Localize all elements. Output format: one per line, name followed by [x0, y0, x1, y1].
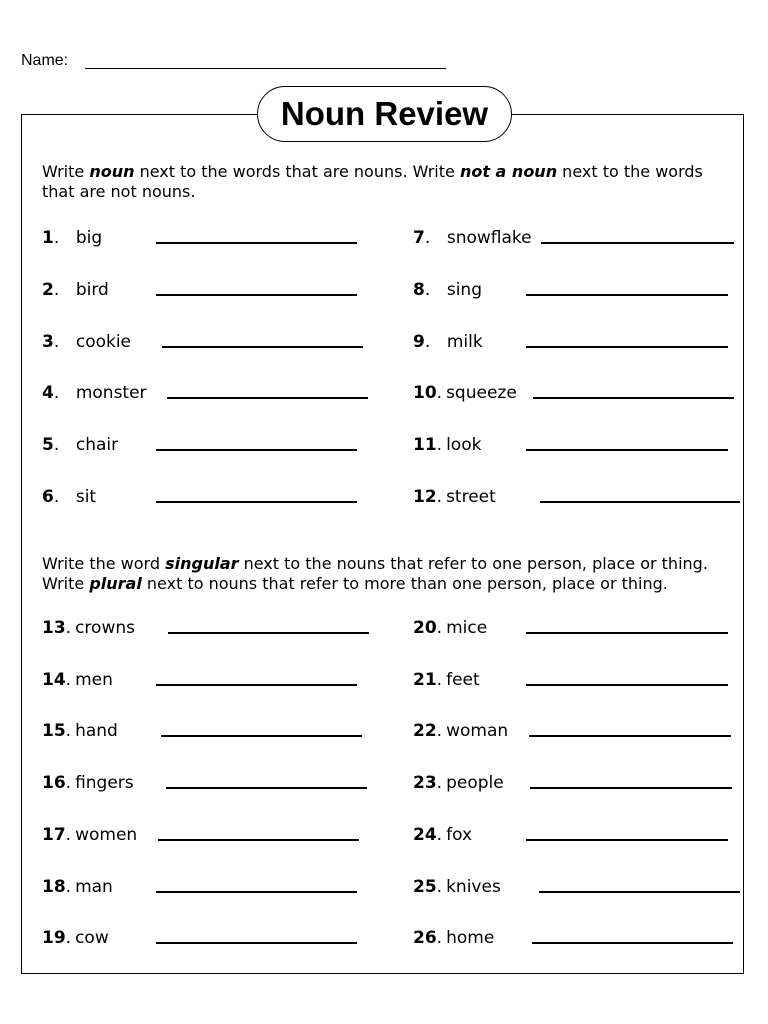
answer-blank-25[interactable]	[539, 891, 740, 893]
exercise-item-4: 4. monster	[42, 383, 147, 403]
exercise-item-8: 8. sing	[413, 280, 482, 300]
answer-blank-11[interactable]	[526, 449, 728, 451]
answer-blank-13[interactable]	[168, 632, 369, 634]
item-word: fox	[446, 825, 473, 845]
item-word: home	[446, 928, 495, 948]
item-number: 21	[413, 670, 437, 690]
exercise-item-21: 21. feet	[413, 670, 480, 690]
item-word: milk	[446, 332, 483, 352]
item-word: women	[75, 825, 138, 845]
item-number: 5	[42, 435, 54, 455]
item-word: hand	[75, 721, 118, 741]
item-number: 13	[42, 618, 66, 638]
exercise-item-1: 1. big	[42, 228, 103, 248]
item-number: 26	[413, 928, 437, 948]
answer-blank-26[interactable]	[532, 942, 733, 944]
item-word: squeeze	[446, 383, 517, 403]
answer-blank-7[interactable]	[541, 242, 734, 244]
answer-blank-2[interactable]	[156, 294, 357, 296]
answer-blank-20[interactable]	[526, 632, 728, 634]
item-word: people	[446, 773, 504, 793]
answer-blank-6[interactable]	[156, 501, 357, 503]
exercise-item-10: 10. squeeze	[413, 383, 517, 403]
exercise-item-3: 3. cookie	[42, 332, 132, 352]
item-word: bird	[75, 280, 109, 300]
exercise-item-24: 24. fox	[413, 825, 473, 845]
item-number: 7	[413, 228, 425, 248]
exercise-item-25: 25. knives	[413, 877, 501, 897]
exercise-item-17: 17. women	[42, 825, 138, 845]
item-word: fingers	[75, 773, 134, 793]
item-number: 6	[42, 487, 54, 507]
page-title: Noun Review	[257, 86, 512, 142]
item-number: 23	[413, 773, 437, 793]
answer-blank-3[interactable]	[162, 346, 363, 348]
item-word: snowflake	[446, 228, 532, 248]
answer-blank-18[interactable]	[156, 891, 357, 893]
item-number: 9	[413, 332, 425, 352]
item-number: 15	[42, 721, 66, 741]
item-word: chair	[75, 435, 119, 455]
answer-blank-15[interactable]	[161, 735, 362, 737]
item-number: 10	[413, 383, 437, 403]
item-number: 3	[42, 332, 54, 352]
item-word: sing	[446, 280, 482, 300]
exercise-item-7: 7. snowflake	[413, 228, 532, 248]
item-word: cookie	[75, 332, 132, 352]
exercise-item-23: 23. people	[413, 773, 504, 793]
answer-blank-8[interactable]	[526, 294, 728, 296]
item-word: feet	[446, 670, 480, 690]
not-a-noun-emphasis: not a noun	[459, 162, 558, 181]
answer-blank-17[interactable]	[158, 839, 359, 841]
item-number: 4	[42, 383, 54, 403]
item-number: 25	[413, 877, 437, 897]
item-number: 16	[42, 773, 66, 793]
answer-blank-24[interactable]	[526, 839, 728, 841]
item-word: street	[446, 487, 496, 507]
answer-blank-16[interactable]	[166, 787, 367, 789]
name-label: Name:	[21, 52, 69, 69]
item-number: 24	[413, 825, 437, 845]
item-word: sit	[75, 487, 97, 507]
item-word: crowns	[75, 618, 135, 638]
answer-blank-9[interactable]	[526, 346, 728, 348]
answer-blank-23[interactable]	[530, 787, 732, 789]
answer-blank-14[interactable]	[156, 684, 357, 686]
section1-instructions: Write noun next to the words that are nouns. Write not a noun next to the words that are not nouns.	[42, 162, 703, 201]
noun-emphasis: noun	[89, 162, 135, 181]
answer-blank-21[interactable]	[526, 684, 728, 686]
exercise-item-6: 6. sit	[42, 487, 97, 507]
answer-blank-1[interactable]	[156, 242, 357, 244]
item-number: 2	[42, 280, 54, 300]
exercise-item-13: 13. crowns	[42, 618, 135, 638]
name-field[interactable]	[85, 68, 446, 69]
answer-blank-5[interactable]	[156, 449, 357, 451]
answer-blank-12[interactable]	[540, 501, 740, 503]
item-word: big	[75, 228, 103, 248]
item-word: knives	[446, 877, 501, 897]
answer-blank-10[interactable]	[533, 397, 734, 399]
item-word: woman	[446, 721, 509, 741]
exercise-item-18: 18. man	[42, 877, 113, 897]
exercise-item-15: 15. hand	[42, 721, 118, 741]
item-number: 17	[42, 825, 66, 845]
item-word: cow	[75, 928, 109, 948]
answer-blank-19[interactable]	[156, 942, 357, 944]
plural-emphasis: plural	[89, 574, 142, 593]
exercise-item-22: 22. woman	[413, 721, 509, 741]
exercise-item-9: 9. milk	[413, 332, 483, 352]
item-number: 22	[413, 721, 437, 741]
exercise-item-14: 14. men	[42, 670, 113, 690]
item-word: man	[75, 877, 113, 897]
exercise-item-12: 12. street	[413, 487, 496, 507]
item-number: 1	[42, 228, 54, 248]
section2-instructions: Write the word singular next to the nouns that refer to one person, place or thing. Write plural next to nouns that refer to more than one person, place or thing.	[42, 554, 708, 593]
item-number: 19	[42, 928, 66, 948]
exercise-item-5: 5. chair	[42, 435, 119, 455]
item-number: 20	[413, 618, 437, 638]
singular-emphasis: singular	[165, 554, 239, 573]
item-number: 18	[42, 877, 66, 897]
item-word: monster	[75, 383, 147, 403]
item-number: 11	[413, 435, 437, 455]
item-word: men	[75, 670, 113, 690]
exercise-item-19: 19. cow	[42, 928, 109, 948]
exercise-item-2: 2. bird	[42, 280, 109, 300]
item-word: mice	[446, 618, 488, 638]
answer-blank-4[interactable]	[167, 397, 368, 399]
item-number: 14	[42, 670, 66, 690]
item-number: 8	[413, 280, 425, 300]
answer-blank-22[interactable]	[529, 735, 731, 737]
item-number: 12	[413, 487, 437, 507]
exercise-item-20: 20. mice	[413, 618, 488, 638]
item-word: look	[446, 435, 482, 455]
exercise-item-11: 11. look	[413, 435, 482, 455]
exercise-item-26: 26. home	[413, 928, 495, 948]
exercise-item-16: 16. fingers	[42, 773, 134, 793]
